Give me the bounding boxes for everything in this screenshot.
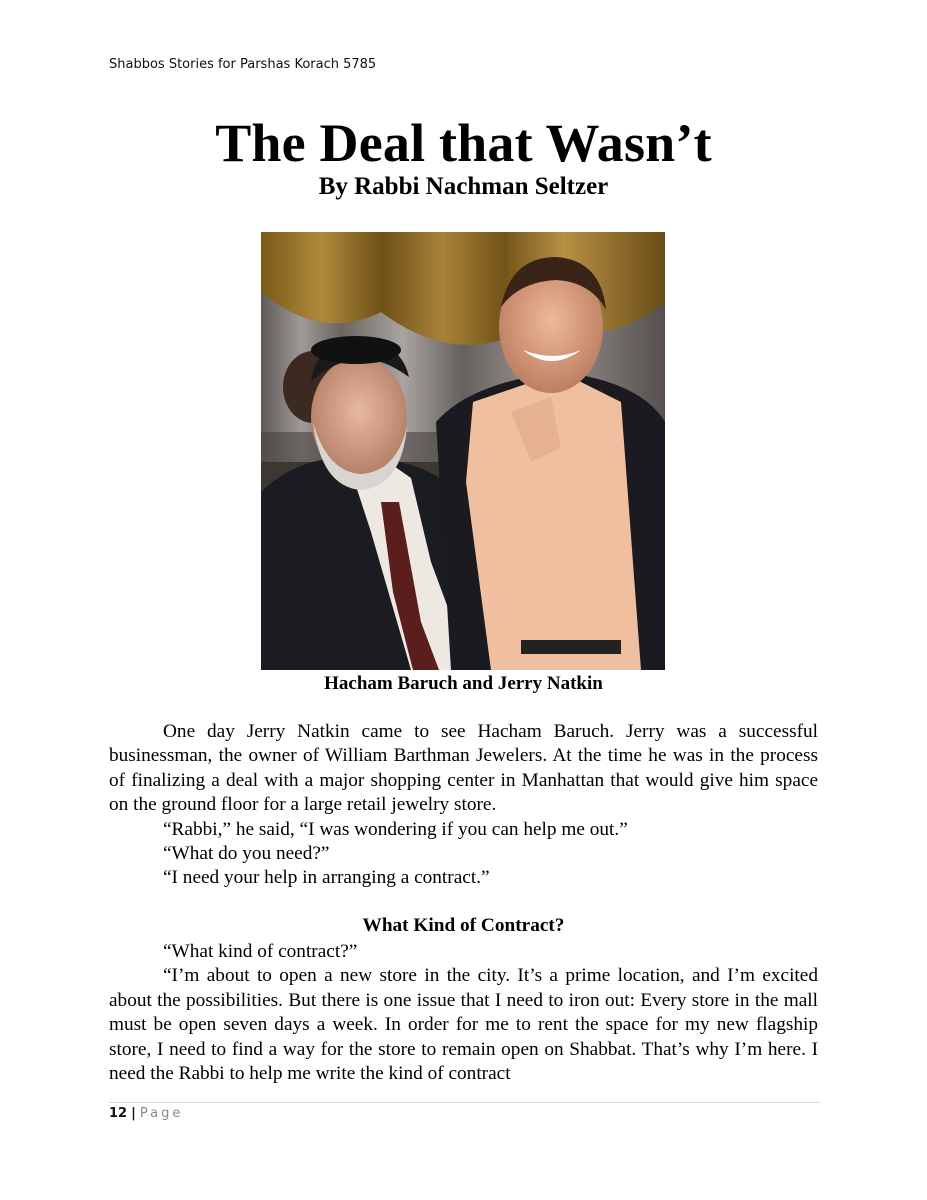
- article-byline: By Rabbi Nachman Seltzer: [318, 173, 609, 200]
- paragraph: “What kind of contract?”: [163, 941, 358, 962]
- running-header: Shabbos Stories for Parshas Korach 5785: [109, 57, 377, 72]
- body-text-block-2: [109, 940, 818, 1086]
- paragraph: One day Jerry Natkin came to see Hacham Baruch. Jerry was a successful businessman, the owner of William Barthman Jewelers. At the time he was in the process of finalizing a deal with a major shopping center in Manhattan that would give him space on the ground floor for a large retail jewelry store.: [109, 721, 818, 816]
- page-footer: [109, 1106, 183, 1121]
- page-number: 12: [109, 1106, 128, 1121]
- body-text-block-1: [109, 720, 818, 891]
- section-subheading: What Kind of Contract?: [362, 915, 565, 936]
- page-label: Page: [139, 1106, 184, 1121]
- footer-separator: |: [131, 1106, 136, 1121]
- article-title: The Deal that Wasn’t: [215, 113, 712, 173]
- photo-caption: Hacham Baruch and Jerry Natkin: [324, 673, 603, 694]
- paragraph: “Rabbi,” he said, “I was wondering if you can help me out.”: [163, 818, 628, 840]
- footer-divider: [109, 1102, 820, 1103]
- paragraph: “I need your help in arranging a contract.”: [163, 867, 490, 889]
- paragraph: “I’m about to open a new store in the city. It’s a prime location, and I’m excited about the possibilities. But there is one issue that I need to iron out: Every store in the mall must be open seven days a week. In order for me to rent the space for my new flagship store, I need to find a way for the store to remain open on Shabbat. That’s why I’m here. I need the Rabbi to help me write the kind of contract: [109, 965, 818, 1085]
- article-photo: [261, 232, 665, 670]
- paragraph: “What do you need?”: [163, 843, 330, 865]
